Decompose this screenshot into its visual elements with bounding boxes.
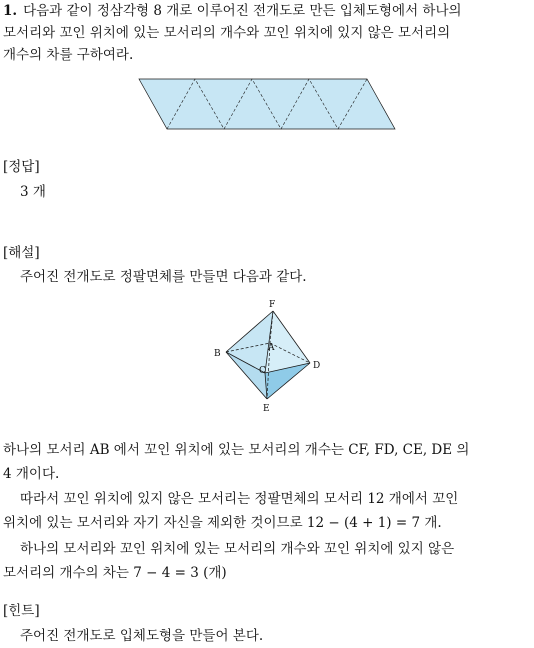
question-text-1: 다음과 같이 정삼각형 8 개로 이루어진 전개도로 만든 입체도형에서 하나의 xyxy=(23,3,462,19)
vertex-label-f: F xyxy=(269,300,276,310)
hint-label: [힌트] xyxy=(3,603,40,619)
answer-value: 3 개 xyxy=(20,184,46,200)
question-line-3: 개수의 차를 구하여라. xyxy=(3,47,134,63)
vertex-label-e: E xyxy=(263,404,270,414)
question-line-2: 모서리와 꼬인 위치에 있는 모서리의 개수와 꼬인 위치에 있지 않은 모서리의 xyxy=(3,25,451,41)
question-number: 1. xyxy=(3,3,18,19)
answer-label: [정답] xyxy=(3,159,40,175)
explanation-line-2: 4 개이다. xyxy=(3,466,60,482)
explanation-line-4: 위치에 있는 모서리와 자기 자신을 제외한 것이므로 12 − (4 + 1) = 7 개. xyxy=(3,515,442,531)
vertex-label-d: D xyxy=(313,361,321,371)
octahedron-net-figure xyxy=(0,77,534,137)
octahedron-figure xyxy=(0,297,534,417)
vertex-label-a: A xyxy=(268,343,275,353)
vertex-label-b: B xyxy=(214,349,221,359)
explanation-line-5: 하나의 모서리와 꼬인 위치에 있는 모서리의 개수와 꼬인 위치에 있지 않은 xyxy=(20,541,455,557)
vertex-label-c: C xyxy=(259,366,266,376)
explanation-label: [해설] xyxy=(3,245,40,261)
explanation-line-3: 따라서 꼬인 위치에 있지 않은 모서리는 정팔면체의 모서리 12 개에서 꼬인 xyxy=(20,491,459,507)
hint-text: 주어진 전개도로 입체도형을 만들어 본다. xyxy=(20,628,264,644)
question-line-1 xyxy=(3,0,462,23)
explanation-intro: 주어진 전개도로 정팔면체를 만들면 다음과 같다. xyxy=(20,269,307,285)
net-outline xyxy=(139,79,395,129)
explanation-line-6: 모서리의 개수의 차는 7 − 4 = 3 (개) xyxy=(3,565,227,581)
explanation-line-1: 하나의 모서리 AB 에서 꼬인 위치에 있는 모서리의 개수는 CF, FD, CE, DE 의 xyxy=(3,442,470,458)
